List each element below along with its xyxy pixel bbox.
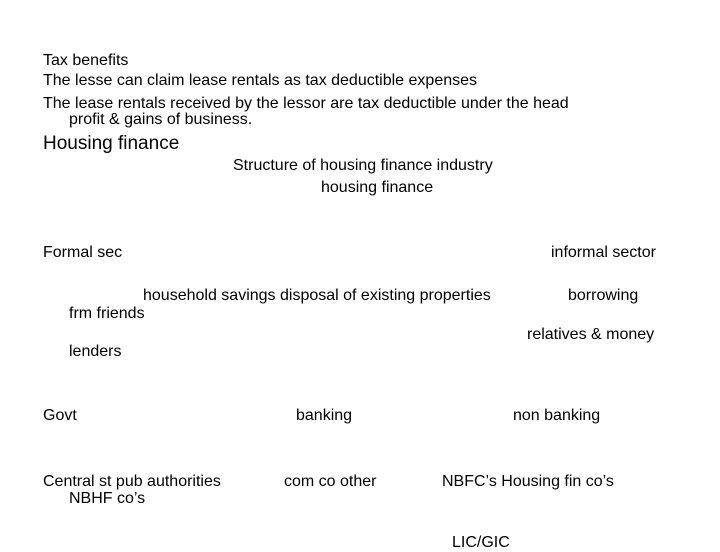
nbhf-item: NBHF co’s <box>69 490 146 507</box>
tree-root: housing finance <box>321 179 434 196</box>
borrowing-node: borrowing <box>568 287 639 304</box>
govt-items: Central st pub authorities <box>43 473 221 490</box>
tax-benefit-lessee: The lesse can claim lease rentals as tax deductible expenses <box>43 72 478 89</box>
relatives-node: relatives & money <box>527 326 655 343</box>
tax-benefits-title: Tax benefits <box>43 52 129 69</box>
tax-benefit-lessor: The lease rentals received by the lessor are tax deductible under the head <box>43 95 569 112</box>
banking-node: banking <box>296 407 353 424</box>
formal-sector-node: Formal sec <box>43 244 123 261</box>
tax-benefit-lessor-cont: profit & gains of business. <box>69 111 253 128</box>
housing-finance-heading: Housing finance <box>43 133 180 154</box>
friends-node: frm friends <box>69 305 145 322</box>
banking-items: com co other <box>284 473 377 490</box>
structure-title: Structure of housing finance industry <box>233 157 493 174</box>
non-banking-node: non banking <box>513 407 601 424</box>
lenders-node: lenders <box>69 343 122 360</box>
savings-disposal-node: household savings disposal of existing properties <box>143 287 491 304</box>
cut-off-text: LIC/GIC <box>452 534 510 551</box>
informal-sector-node: informal sector <box>551 244 656 261</box>
non-banking-items: NBFC’s Housing fin co’s <box>442 473 614 490</box>
govt-node: Govt <box>43 407 77 424</box>
